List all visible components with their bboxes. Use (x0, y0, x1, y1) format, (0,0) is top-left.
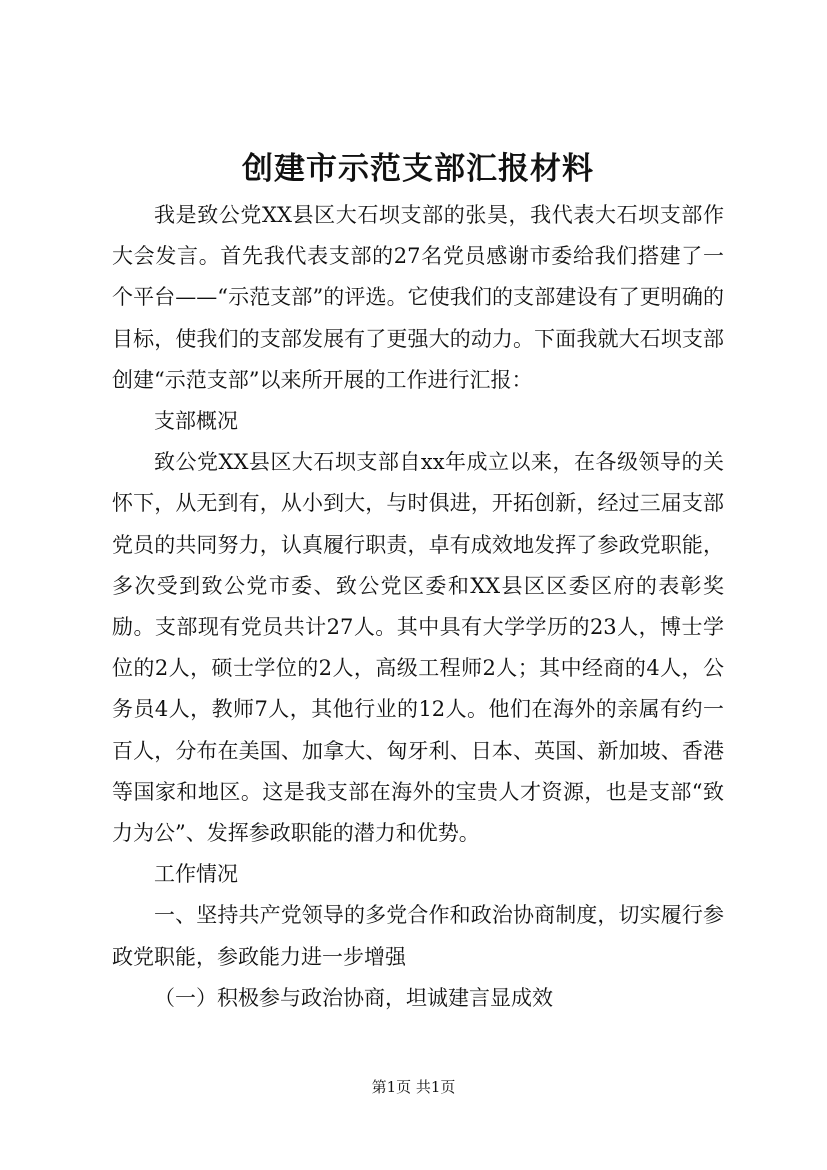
work-heading: 工作情况 (154, 862, 238, 887)
document-title: 创建市示范支部汇报材料 (242, 151, 594, 187)
overview-paragraph: 致公党XX县区大石坝支部自xx年成立以来，在各级领导的关怀下，从无到有，从小到大，与时俱进，开拓创新，经过三届支部党员的共同努力，认真履行职责，卓有成效地发挥了参政党职能，多次受到致公党市委、致公党区委和XX县区区委区府的表彰奖励。支部现有党员共计27人。其中具有大学学历的23人，博士学位的2人，硕士学位的2人，高级工程师2人；其中经商的4人，公务员4人，教师7人，其他行业的12人。他们在海外的亲属有约一百人，分布在美国、加拿大、匈牙利、日本、英国、新加坡、香港等国家和地区。这是我支部在海外的宝贵人才资源，也是支部“致力为公”、发挥参政职能的潜力和优势。 (112, 450, 724, 846)
document-content (112, 143, 724, 1019)
subsection-one-heading: （一）积极参与政治协商，坦诚建言显成效 (154, 985, 553, 1010)
intro-paragraph: 我是致公党XX县区大石坝支部的张昊，我代表大石坝支部作大会发言。首先我代表支部的27名党员感谢市委给我们搭建了一个平台——“示范支部”的评选。它使我们的支部建设有了更明确的目标，使我们的支部发展有了更强大的动力。下面我就大石坝支部创建“示范支部”以来所开展的工作进行汇报： (112, 203, 724, 392)
section-one-paragraph: 一、坚持共产党领导的多党合作和政治协商制度，切实履行参政党职能，参政能力进一步增强 (112, 903, 724, 969)
overview-heading: 支部概况 (154, 409, 238, 434)
page-number-footer: 第1页 共1页 (371, 1078, 456, 1096)
